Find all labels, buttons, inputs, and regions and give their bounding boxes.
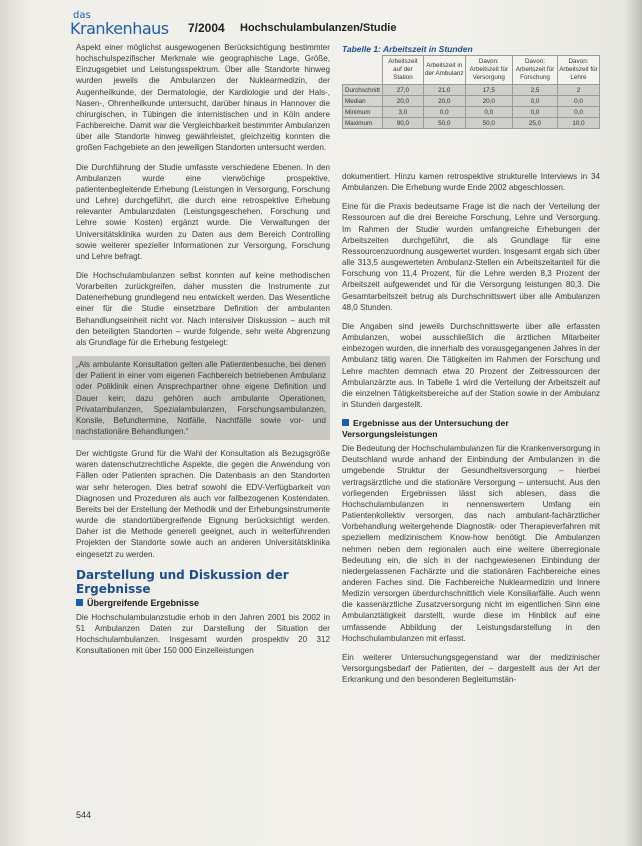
table-cell: 0,0 (465, 107, 512, 118)
issue-number: 7/2004 (188, 21, 225, 35)
body-paragraph: Die Hochschulambulanzstudie erhob in den Jahren 2001 bis 2002 in 51 Ambulanzen Daten zur Darstellung der Situation der Hochschulambulanzen. Insgesamt wurden prospektiv 20 312 Konsultationen mit über 150 000 Einzelleistungen (76, 612, 330, 656)
body-paragraph: Die Angaben sind jeweils Durchschnittswerte über alle erfassten Ambulanzen, wobei ausschließlich die ärztlichen Mitarbeiter einbezogen wurden, die innerhalb des vorausgegangenen Jahres in der Ambulanz tätig waren. Die Tätigkeiten im Rahmen der Forschung und Lehre machten demnach etwa 20 Prozent der Zeitressourcen der Ambulanzärzte aus. In Tabelle 1 wird die Verteilung der Arbeitszeit auf die einzelnen Tätigkeitsbereiche auf der Station sowie in der Ambulanz in Stunden dargestellt. (342, 321, 600, 409)
square-bullet-icon (342, 419, 349, 426)
table-row (343, 118, 600, 129)
body-paragraph: Der wichtigste Grund für die Wahl der Konsultation als Bezugsgröße waren datenschutzrechtliche Aspekte, die gegen die Anwendung von Fällen oder Patienten sprachen. Die Datenbasis an den Standorten war sehr heterogen. Dies betraf sowohl die EDV-Verfügbarkeit von Diagnosen und Prozeduren als auch vor fallbezogenen Kostendaten. Bereits bei der Erstellung der Methodik und der Erhebungsinstrumente wurde die standortübergreifende Eignung berücksichtigt werden. Daher ist die Methode generell geeignet, auch in weiterführenden Projekten der Standorte sowie auch an anderen Universitätsklinika eingesetzt zu werden. (76, 449, 330, 559)
body-paragraph: Aspekt einer möglichst ausgewogenen Berücksichtigung bestimmter hochschulspezifischer Merkmale wie geographische Lage, Größe, Einzugsgebiet und Leistungsspektrum. Über alle Standorte hinweg wurden jeweils die Ambulanzen der Nuklearmedizin, der Augenheilkunde, der Dermatologie, der Kardiologie und der Hals-, Nasen-, Ohrenheilkunde untersucht, darüber hinaus in Hannover die chirurgischen, in Tübingen die internistischen und in Köln andere Fachbereiche. Damit war die Vergleichbarkeit bestimmter Ambulanzen über alle Standorte hinweg gewährleistet, gleichzeitig konnten die großen Fachgebiete an den jeweiligen Standorten untersucht werden. (76, 43, 330, 153)
table-column-header: Davon: Arbeitszeit für Versorgung (465, 56, 512, 85)
table-cell: 50,0 (423, 118, 465, 129)
table-cell: 20,0 (383, 96, 424, 107)
body-paragraph: Ein weiterer Untersuchungsgegenstand war der medizinischer Versorgungsbedarf der Patienten, der – dargestellt aus der Art der Erkrankung und den besonderen Begleitumstän- (342, 652, 600, 685)
logo-big-text: Krankenhaus (70, 19, 169, 38)
table-title: Tabelle 1: Arbeitszeit in Stunden (342, 44, 473, 54)
page-edge-shadow (624, 0, 642, 846)
table-column-header: Arbeitszeit auf der Station (383, 56, 424, 85)
section-heading: Darstellung und Diskussion der Ergebnisse (76, 567, 289, 596)
worktime-table (342, 55, 600, 129)
table-column-header: Davon: Arbeitszeit für Lehre (557, 56, 599, 85)
table-cell: 0,0 (557, 107, 599, 118)
table-cell: 90,0 (383, 118, 424, 129)
body-paragraph: Die Durchführung der Studie umfasste verschiedene Ebenen. In den Ambulanzen wurde eine vierwöchige prospektive, patientenbegleitende Erhebung (Leistungen in Versorgung, Forschung und Lehre) durchgeführt, die durch eine retrospektive Erhebung relevanter Ambulanzdaten (Leistungsgeschehen, Forschung und Lehre sowie Kosten) ergänzt wurde. Die Verwaltungen der Universitätsklinika wurden zu Daten aus dem Bereich Controlling sowie weiterer spezieller Informationen zur Versorgung, Forschung und Lehre befragt. (76, 162, 330, 261)
table-cell: 20,0 (423, 96, 465, 107)
table-row (343, 85, 600, 96)
table-column-header: Davon: Arbeitszeit für Forschung (513, 56, 558, 85)
logo-small-text: das (73, 10, 91, 21)
table-cell: 0,0 (513, 96, 558, 107)
table-cell: 21,0 (423, 85, 465, 96)
body-paragraph: Die Hochschulambulanzen selbst konnten auf keine methodischen Vorarbeiten zurückgreifen, daher mussten die Instrumente zur Datenerhebung grundlegend neu entwickelt werden. Das Wesentliche einer für die Studie einsetzbare Definition der ambulanten Behandlungseinheit nicht vor. Nach intensiver Diskussion – auch mit den beteiligten Standorten – wurde folgende, sehr weite Abgrenzung als Grundlage für die Erhebung festgelegt: (76, 270, 330, 347)
table-cell: 27,0 (383, 85, 424, 96)
table-cell: 2,5 (513, 85, 558, 96)
table-cell: 10,0 (557, 118, 599, 129)
table-cell: 50,0 (465, 118, 512, 129)
left-column (76, 42, 330, 665)
square-bullet-icon (76, 599, 83, 606)
table-cell: 0,0 (423, 107, 465, 118)
table-cell: 3,0 (383, 107, 424, 118)
table-cell: 17,5 (465, 85, 512, 96)
table-column-header: Arbeitszeit in der Ambulanz (423, 56, 465, 85)
definition-box: „Als ambulante Konsultation gelten alle Patientenbesuche, bei denen der Patient in einer vom eigenen Fachbereich betriebenen Ambulanz oder Poliklinik einen Ansprechpartner ohne eigene Definition und Dauer kein; dazu gehören auch ambulante Operationen, Privatambulanzen, Spezialambulanzen, Forschungsambulanzen, Konsile, Befundtermine, Notfälle, Nachtfälle sowie vor- und nachstationäre Behandlungen.“ (72, 356, 330, 440)
body-paragraph: dokumentiert. Hinzu kamen retrospektive strukturelle Interviews in 34 Ambulanzen. Die Erhebung wurde Ende 2002 abgeschlossen. (342, 172, 600, 193)
table-row-label: Maximum (343, 118, 383, 129)
table-row-label: Durchschnitt (343, 85, 383, 96)
right-column (342, 171, 600, 693)
table-row (343, 96, 600, 107)
table-cell: 0,0 (513, 107, 558, 118)
page-number: 544 (76, 810, 92, 820)
subsection-heading-text: Übergreifende Ergebnisse (87, 597, 200, 608)
table-cell: 2 (557, 85, 599, 96)
table-cell: 0,0 (557, 96, 599, 107)
subsection-heading-text: Ergebnisse aus der Untersuchung der Versorgungsleistungen (342, 418, 509, 440)
table-cell: 25,0 (513, 118, 558, 129)
table-cell: 20,0 (465, 96, 512, 107)
page-header (70, 10, 630, 40)
subsection-heading (342, 418, 600, 440)
table-corner-cell (343, 56, 383, 85)
body-paragraph: Eine für die Praxis bedeutsame Frage ist die nach der Verteilung der Ressourcen auf die drei Bereiche Forschung, Lehre und Versorgung. Im Rahmen der Studie wurden umfangreiche Erhebungen der Arbeitszeiten durchgeführt, die als Grundlage für eine Ressourcenzuordnung ausgewertet wurden. Insgesamt ergab sich über alle 313,5 ausgewerteten Ambulanz-Stellen ein Arbeitszeitanteil für die Forschung von 11,4 Prozent, für die Lehre werden 8,3 Prozent der Arbeitszeit aufgewendet und für die Versorgung leistungen 80,3. Die Gesamtarbeitszeit betrug als Durchschnittswert über alle Ambulanzen 48,0 Stunden. (342, 202, 600, 312)
section-title: Hochschulambulanzen/Studie (240, 22, 397, 34)
table-row (343, 107, 600, 118)
table-row-label: Median (343, 96, 383, 107)
table-row-label: Minimum (343, 107, 383, 118)
subsection-heading (76, 598, 330, 609)
body-paragraph: Die Bedeutung der Hochschulambulanzen für die Krankenversorgung in Deutschland wurde anhand der Einbindung der Ambulanzen in die umgebende Struktur der Gesundheitsversorgung – hierbei vertragsärztliche und die stationäre Versorgung – untersucht. Aus den vorliegenden Ergebnissen lässt sich ablesen, dass die Hochschulambulanzen in nennenswertem Umfang ein Patientenkollektiv versorgen, das nach ambulant-fachärztlicher Vorbehandlung weitergehende Diagnostik- oder Therapieverfahren mit speziellem medizinischem Know-how benötigt. Die Ambulanzen nehmen neben dem regionalen auch eine weitere überregionale Bedeutung ein, die sich in der nachgewiesenen Einbindung der niedergelassenen Fachärzte und die stationären Fachbereiche eines anderen Faches sind. Die Fachbereiche Nuklearmedizin und Innere Medizin versorgen überdurchschnittlich viele Konsiliarfälle. Auch wenn die kassenärztliche Zusatzversorgung nicht im eigentlichen Sinn eine Ambulanztätigkeit darstellt, wurde diese im Hinblick auf eine umfassende Abbildung der Leistungsdarstellung in den Hochschulambulanzen mit erfasst. (342, 444, 600, 643)
table-header-row (343, 56, 600, 85)
